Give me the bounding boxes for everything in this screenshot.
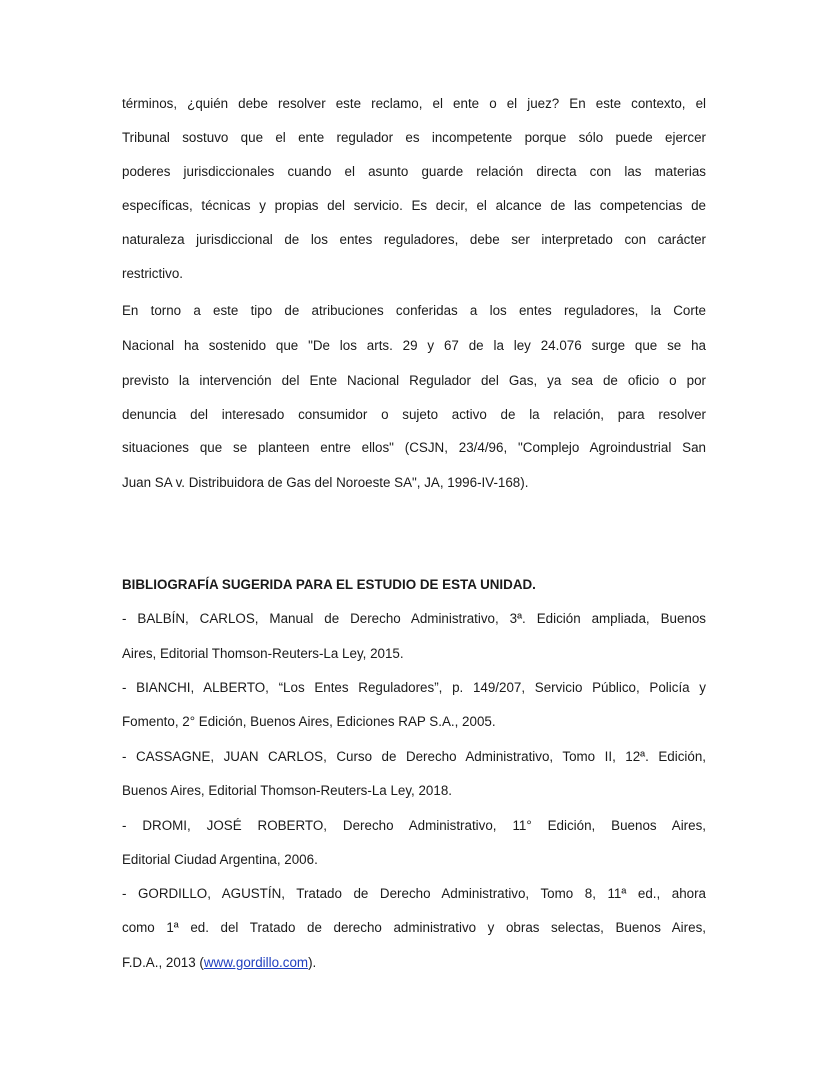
text-line: En torno a este tipo de atribuciones conferidas a los entes reguladores, la Corte [122, 303, 706, 318]
text-line: Nacional ha sostenido que "De los arts. 29 y 67 de la ley 24.076 surge que se ha [122, 338, 706, 353]
text-line: específicas, técnicas y propias del servicio. Es decir, el alcance de las competencias de [122, 198, 706, 213]
bibliography-entry-line: como 1ª ed. del Tratado de derecho administrativo y obras selectas, Buenos Aires, [122, 920, 706, 935]
text-line: Juan SA v. Distribuidora de Gas del Noroeste SA", JA, 1996-IV-168). [122, 475, 529, 490]
bibliography-entry-line: - BIANCHI, ALBERTO, “Los Entes Reguladores”, p. 149/207, Servicio Público, Policía y [122, 680, 706, 695]
section-heading: BIBLIOGRAFÍA SUGERIDA PARA EL ESTUDIO DE ESTA UNIDAD. [122, 577, 536, 592]
citation-suffix: ). [308, 955, 317, 970]
bibliography-entry-line: Buenos Aires, Editorial Thomson-Reuters-La Ley, 2018. [122, 783, 452, 798]
text-line: naturaleza jurisdiccional de los entes reguladores, debe ser interpretado con carácter [122, 232, 706, 247]
bibliography-entry-line: Editorial Ciudad Argentina, 2006. [122, 852, 318, 867]
bibliography-entry-line: - DROMI, JOSÉ ROBERTO, Derecho Administrativo, 11° Edición, Buenos Aires, [122, 818, 706, 833]
bibliography-entry-line: - GORDILLO, AGUSTÍN, Tratado de Derecho Administrativo, Tomo 8, 11ª ed., ahora [122, 886, 706, 901]
bibliography-entry-line: Fomento, 2° Edición, Buenos Aires, Ediciones RAP S.A., 2005. [122, 714, 496, 729]
bibliography-entry-line: - BALBÍN, CARLOS, Manual de Derecho Administrativo, 3ª. Edición ampliada, Buenos [122, 611, 706, 626]
gordillo-link[interactable]: www.gordillo.com [203, 955, 309, 970]
text-line: términos, ¿quién debe resolver este reclamo, el ente o el juez? En este contexto, el [122, 96, 706, 111]
text-line: Tribunal sostuvo que el ente regulador es incompetente porque sólo puede ejercer [122, 130, 706, 145]
text-line: poderes jurisdiccionales cuando el asunto guarde relación directa con las materias [122, 164, 706, 179]
text-line: situaciones que se planteen entre ellos" (CSJN, 23/4/96, "Complejo Agroindustrial San [122, 440, 706, 455]
citation-prefix: F.D.A., 2013 ( [122, 955, 204, 970]
text-line: denuncia del interesado consumidor o sujeto activo de la relación, para resolver [122, 407, 706, 422]
bibliography-entry-line: - CASSAGNE, JUAN CARLOS, Curso de Derecho Administrativo, Tomo II, 12ª. Edición, [122, 749, 706, 764]
text-line: previsto la intervención del Ente Nacional Regulador del Gas, ya sea de oficio o por [122, 373, 706, 388]
text-line: restrictivo. [122, 266, 184, 281]
bibliography-entry-line: Aires, Editorial Thomson-Reuters-La Ley, 2015. [122, 646, 404, 661]
bibliography-entry-line [122, 953, 706, 973]
